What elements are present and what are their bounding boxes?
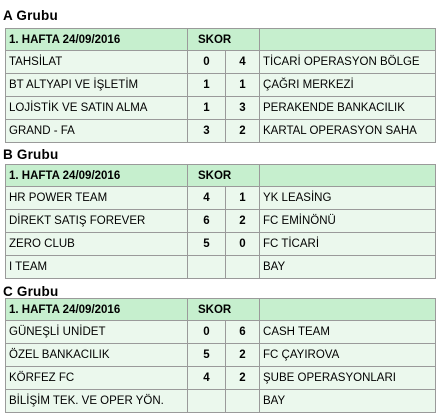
- home-score: 4: [188, 367, 226, 390]
- home-team: HR POWER TEAM: [6, 187, 188, 210]
- away-score: 0: [226, 233, 260, 256]
- home-team: ÖZEL BANKACILIK: [6, 344, 188, 367]
- header-empty: [260, 299, 436, 321]
- home-team: ZERO CLUB: [6, 233, 188, 256]
- match-row: [6, 97, 436, 120]
- match-row: [6, 210, 436, 233]
- home-score: 0: [188, 321, 226, 344]
- home-team: LOJİSTİK VE SATIN ALMA: [6, 97, 188, 120]
- away-score: 6: [226, 321, 260, 344]
- table-header: [6, 29, 436, 51]
- away-team: YK LEASİNG: [260, 187, 436, 210]
- away-score: 2: [226, 210, 260, 233]
- header-empty: [260, 29, 436, 51]
- home-score: 0: [188, 51, 226, 74]
- home-team: GRAND - FA: [6, 120, 188, 143]
- away-team: KARTAL OPERASYON SAHA: [260, 120, 436, 143]
- away-team: CASH TEAM: [260, 321, 436, 344]
- away-score: 2: [226, 344, 260, 367]
- away-team: TİCARİ OPERASYON BÖLGE: [260, 51, 436, 74]
- home-team: BİLİŞİM TEK. VE OPER YÖN.: [6, 390, 188, 413]
- home-team: DİREKT SATIŞ FOREVER: [6, 210, 188, 233]
- away-score: 3: [226, 97, 260, 120]
- home-team: I TEAM: [6, 256, 188, 279]
- match-row: [6, 120, 436, 143]
- home-score: [188, 256, 226, 279]
- table-header: [6, 165, 436, 187]
- away-score: [226, 256, 260, 279]
- match-row: [6, 233, 436, 256]
- fixture-table: [5, 164, 436, 279]
- home-team: TAHSİLAT: [6, 51, 188, 74]
- week-label: 1. HAFTA 24/09/2016: [6, 165, 188, 187]
- match-row: [6, 187, 436, 210]
- home-team: GÜNEŞLİ UNİDET: [6, 321, 188, 344]
- match-row: [6, 390, 436, 413]
- week-label: 1. HAFTA 24/09/2016: [6, 299, 188, 321]
- header-empty: [260, 165, 436, 187]
- home-score: [188, 390, 226, 413]
- home-score: 4: [188, 187, 226, 210]
- match-row: [6, 344, 436, 367]
- score-header: SKOR: [188, 165, 260, 187]
- away-team: FC TİCARİ: [260, 233, 436, 256]
- away-score: [226, 390, 260, 413]
- group-title: B Grubu: [3, 147, 59, 162]
- away-score: 2: [226, 120, 260, 143]
- fixture-table: [5, 28, 436, 143]
- group-title: A Grubu: [3, 8, 58, 23]
- match-row: [6, 51, 436, 74]
- home-score: 3: [188, 120, 226, 143]
- away-team: FC EMİNÖNÜ: [260, 210, 436, 233]
- match-row: [6, 74, 436, 97]
- score-header: SKOR: [188, 29, 260, 51]
- home-team: KÖRFEZ FC: [6, 367, 188, 390]
- group-title: C Grubu: [3, 284, 59, 299]
- match-row: [6, 367, 436, 390]
- home-score: 5: [188, 344, 226, 367]
- home-score: 1: [188, 97, 226, 120]
- week-label: 1. HAFTA 24/09/2016: [6, 29, 188, 51]
- away-team: FC ÇAYIROVA: [260, 344, 436, 367]
- home-score: 6: [188, 210, 226, 233]
- away-score: 1: [226, 187, 260, 210]
- match-row: [6, 256, 436, 279]
- table-header: [6, 299, 436, 321]
- away-team: BAY: [260, 390, 436, 413]
- home-score: 1: [188, 74, 226, 97]
- score-header: SKOR: [188, 299, 260, 321]
- home-team: BT ALTYAPI VE İŞLETİM: [6, 74, 188, 97]
- away-team: PERAKENDE BANKACILIK: [260, 97, 436, 120]
- away-score: 4: [226, 51, 260, 74]
- away-score: 2: [226, 367, 260, 390]
- match-row: [6, 321, 436, 344]
- away-team: BAY: [260, 256, 436, 279]
- away-score: 1: [226, 74, 260, 97]
- away-team: ŞUBE OPERASYONLARI: [260, 367, 436, 390]
- away-team: ÇAĞRI MERKEZİ: [260, 74, 436, 97]
- home-score: 5: [188, 233, 226, 256]
- fixture-table: [5, 298, 436, 413]
